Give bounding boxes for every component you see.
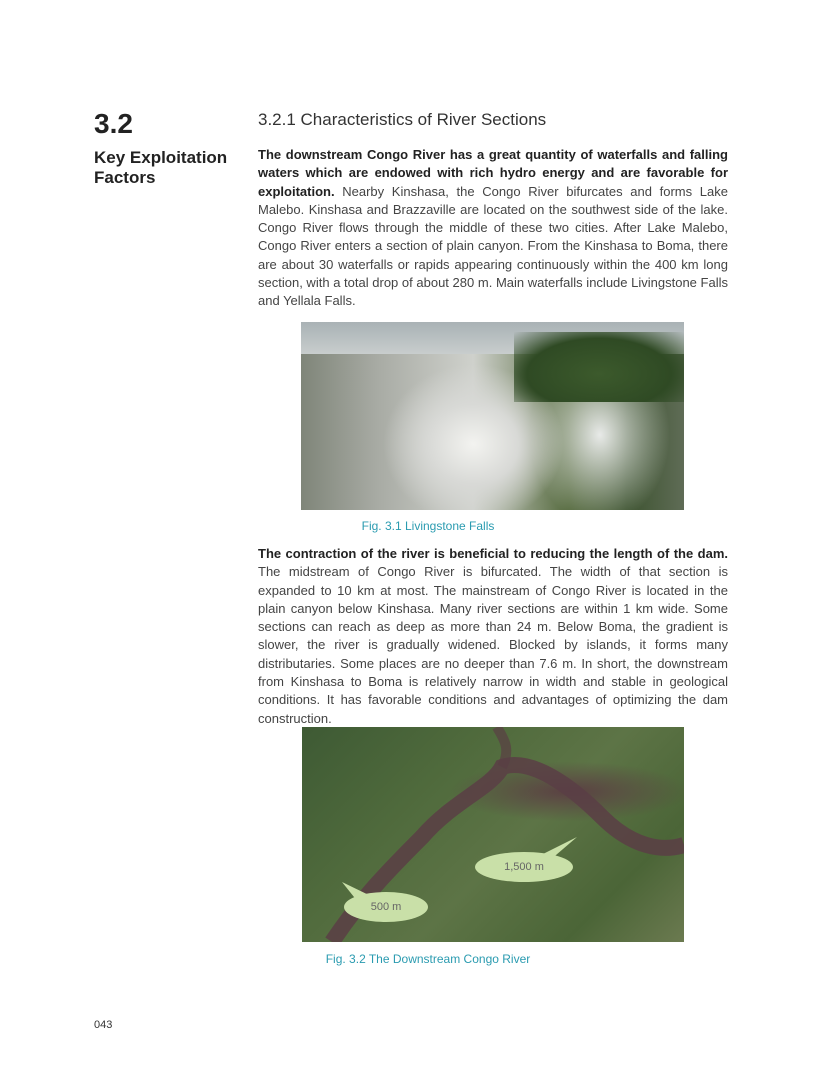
paragraph-body: The midstream of Congo River is bifurcated. The width of that section is expanded to 10 km at most. The mainstream of Congo River is located in the plain canyon below Kinshasa. Many river sections are within 1 km wide. Some sections can reach as deep as more than 24 m. Below Boma, the gradient is slower, the river is gradually widened. Blocked by islands, it forms many distributaries. Some places are no deeper than 7.6 m. In short, the downstream from Kinshasa to Boma is relatively narrow in width and stable in geological conditions. It has favorable conditions and advantages of optimizing the dam construction.: [258, 564, 728, 726]
width-label-500: 500 m: [344, 892, 428, 922]
paragraph-lead: The contraction of the river is beneficial to reducing the length of the dam.: [258, 546, 728, 561]
paragraph-1: [258, 146, 728, 311]
paragraph-body: Nearby Kinshasa, the Congo River bifurcates and forms Lake Malebo. Kinshasa and Brazzaville are located on the southwest side of the lake. Congo River flows through the middle of these two cities. After Lake Malebo, Congo River enters a section of plain canyon. From the Kinshasa to Boma, there are about 30 waterfalls or rapids appearing continuously within the 400 km long section, with a total drop of about 280 m. Main waterfalls include Livingstone Falls and Yellala Falls.: [258, 183, 728, 309]
photo-trees: [514, 332, 684, 402]
congo-river-satellite-map: [302, 727, 684, 942]
page-number: 043: [94, 1019, 113, 1031]
figure-caption: Fig. 3.1 Livingstone Falls: [361, 519, 495, 533]
subsection-title: 3.2.1 Characteristics of River Sections: [258, 110, 547, 129]
livingstone-falls-photo: [301, 322, 684, 510]
paragraph-lead: The downstream Congo River has a great quantity of waterfalls and falling waters which are endowed with rich hydro energy and are favorable for exploitation.: [258, 147, 728, 199]
section-number: 3.2: [94, 108, 133, 139]
width-label-1500: 1,500 m: [475, 852, 573, 882]
section-title: Key Exploitation Factors: [94, 148, 228, 187]
figure-caption: Fig. 3.2 The Downstream Congo River: [325, 952, 531, 966]
paragraph-2: [258, 545, 728, 728]
